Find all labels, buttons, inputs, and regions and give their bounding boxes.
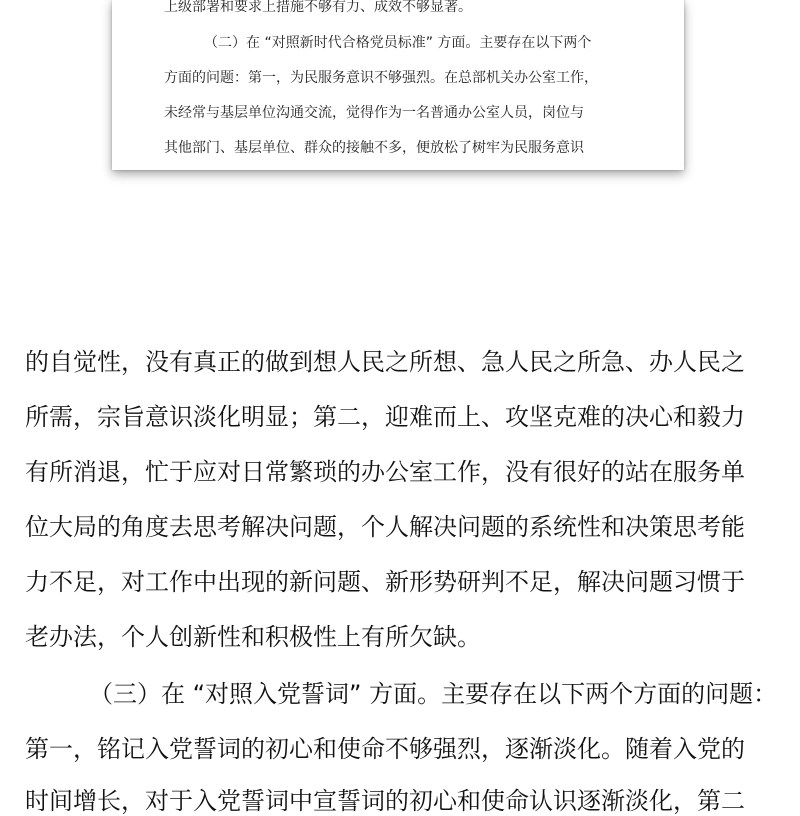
preview-line-3: 方面的问题：第一，为民服务意识不够强烈。在总部机关办公室工作，	[164, 70, 598, 86]
preview-line-2: （二）在 “对照新时代合格党员标准” 方面。主要存在以下两个	[204, 35, 592, 51]
body-line-8: 第一，铭记入党誓词的初心和使命不够强烈，逐渐淡化。随着入党的	[25, 735, 745, 763]
preview-line-1: 上级部署和要求上措施不够有力、成效不够显著。	[164, 0, 472, 15]
body-line-1: 的自觉性，没有真正的做到想人民之所想、急人民之所急、办人民之	[25, 348, 745, 376]
body-line-5: 力不足，对工作中出现的新问题、新形势研判不足，解决问题习惯于	[25, 568, 745, 596]
body-line-4: 位大局的角度去思考解决问题，个人解决问题的系统性和决策思考能	[25, 513, 745, 541]
document-preview-card	[112, 0, 684, 170]
preview-line-4: 未经常与基层单位沟通交流，觉得作为一名普通办公室人员，岗位与	[164, 105, 584, 121]
body-line-9: 时间增长，对于入党誓词中宣誓词的初心和使命认识逐渐淡化，第二	[25, 787, 745, 815]
body-line-6: 老办法，个人创新性和积极性上有所欠缺。	[25, 623, 481, 651]
section-heading-3: （三）在 “对照入党誓词” 方面。主要存在以下两个方面的问题：	[89, 680, 778, 708]
preview-line-5: 其他部门、基层单位、群众的接触不多，便放松了树牢为民服务意识	[164, 140, 584, 156]
body-line-3: 有所消退，忙于应对日常繁琐的办公室工作，没有很好的站在服务单	[25, 458, 745, 486]
body-line-2: 所需，宗旨意识淡化明显；第二，迎难而上、攻坚克难的决心和毅力	[25, 403, 745, 431]
